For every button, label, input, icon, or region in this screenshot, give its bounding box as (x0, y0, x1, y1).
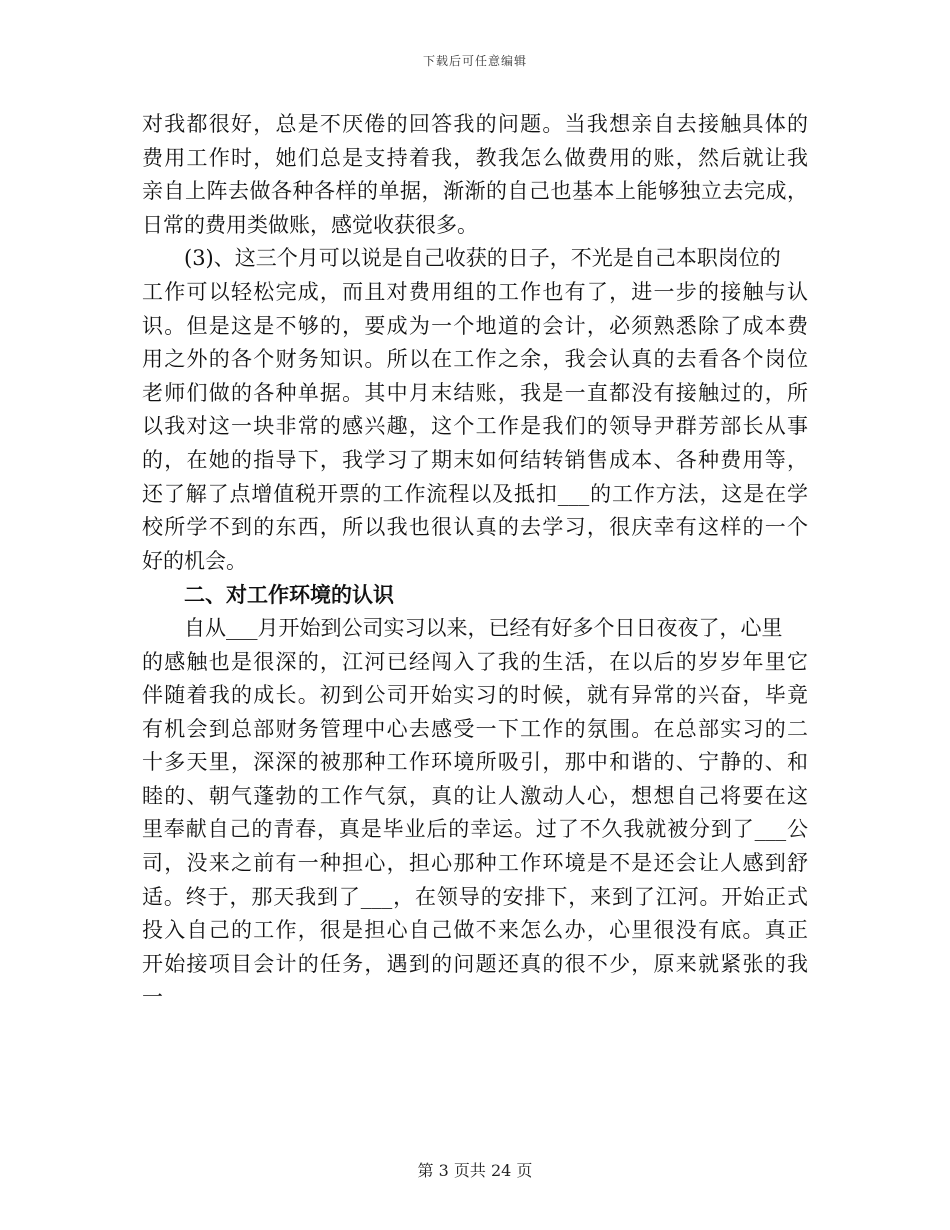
document-body (142, 108, 808, 1015)
text-line: 工作可以轻松完成，而且对费用组的工作也有了，进一步的接触与认 (142, 279, 808, 304)
page-footer: 第 3 页共 24 页 (417, 1161, 533, 1180)
text-line: 校所学不到的东西，所以我也很认真的去学习，很庆幸有这样的一个 (142, 515, 808, 540)
text-line: 有机会到总部财务管理中心去感受一下工作的氛围。在总部实习的二 (142, 716, 808, 741)
text-line: 好的机会。 (142, 548, 247, 573)
text-line: 适。终于，那天我到了___，在领导的安排下，来到了江河。开始正式 (142, 884, 808, 909)
text-line: 司，没来之前有一种担心，担心那种工作环境是不是还会让人感到舒 (142, 851, 808, 876)
page-header: 下载后可任意编辑 (422, 54, 527, 68)
text-line: (3)、这三个月可以说是自己收获的日子，不光是自己本职岗位的 (184, 246, 781, 271)
text-line: 伴随着我的成长。初到公司开始实习的时候，就有异常的兴奋，毕竟 (142, 683, 808, 708)
text-line: 以我对这一块非常的感兴趣，这个工作是我们的领导尹群芳部长从事 (142, 414, 808, 439)
text-line: 自从___月开始到公司实习以来，已经有好多个日日夜夜了，心里 (184, 615, 783, 640)
text-line: 的感触也是很深的，江河已经闯入了我的生活，在以后的岁岁年里它 (142, 649, 808, 674)
text-line: 日常的费用类做账，感觉收获很多。 (142, 212, 478, 237)
text-line: 开始接项目会计的任务，遇到的问题还真的很不少，原来就紧张的我 (142, 951, 808, 976)
text-line: 还了解了点增值税开票的工作流程以及抵扣___的工作方法，这是在学 (142, 481, 808, 506)
text-line: 里奉献自己的青春，真是毕业后的幸运。过了不久我就被分到了___公 (142, 817, 808, 842)
text-line: 十多天里，深深的被那种工作环境所吸引，那中和谐的、宁静的、和 (142, 750, 808, 775)
text-line: 对我都很好，总是不厌倦的回答我的问题。当我想亲自去接触具体的 (142, 112, 808, 136)
text-line: 费用工作时，她们总是支持着我，教我怎么做费用的账，然后就让我 (142, 145, 808, 170)
section-heading: 二、对工作环境的认识 (184, 582, 394, 608)
text-line: 睦的、朝气蓬勃的工作气氛，真的让人激动人心，想想自己将要在这 (142, 783, 808, 808)
text-line: 用之外的各个财务知识。所以在工作之余，我会认真的去看各个岗位 (142, 347, 808, 372)
text-line: 老师们做的各种单据。其中月末结账，我是一直都没有接触过的，所 (142, 380, 808, 405)
text-line: 亲自上阵去做各种各样的单据，渐渐的自己也基本上能够独立去完成， (142, 179, 808, 204)
text-line: 识。但是这是不够的，要成为一个地道的会计，必须熟悉除了成本费 (142, 313, 808, 338)
text-line: 一 (142, 985, 163, 1010)
text-line: 投入自己的工作，很是担心自己做不来怎么办，心里很没有底。真正 (142, 918, 808, 943)
text-line: 的，在她的指导下，我学习了期末如何结转销售成本、各种费用等， (142, 447, 808, 472)
